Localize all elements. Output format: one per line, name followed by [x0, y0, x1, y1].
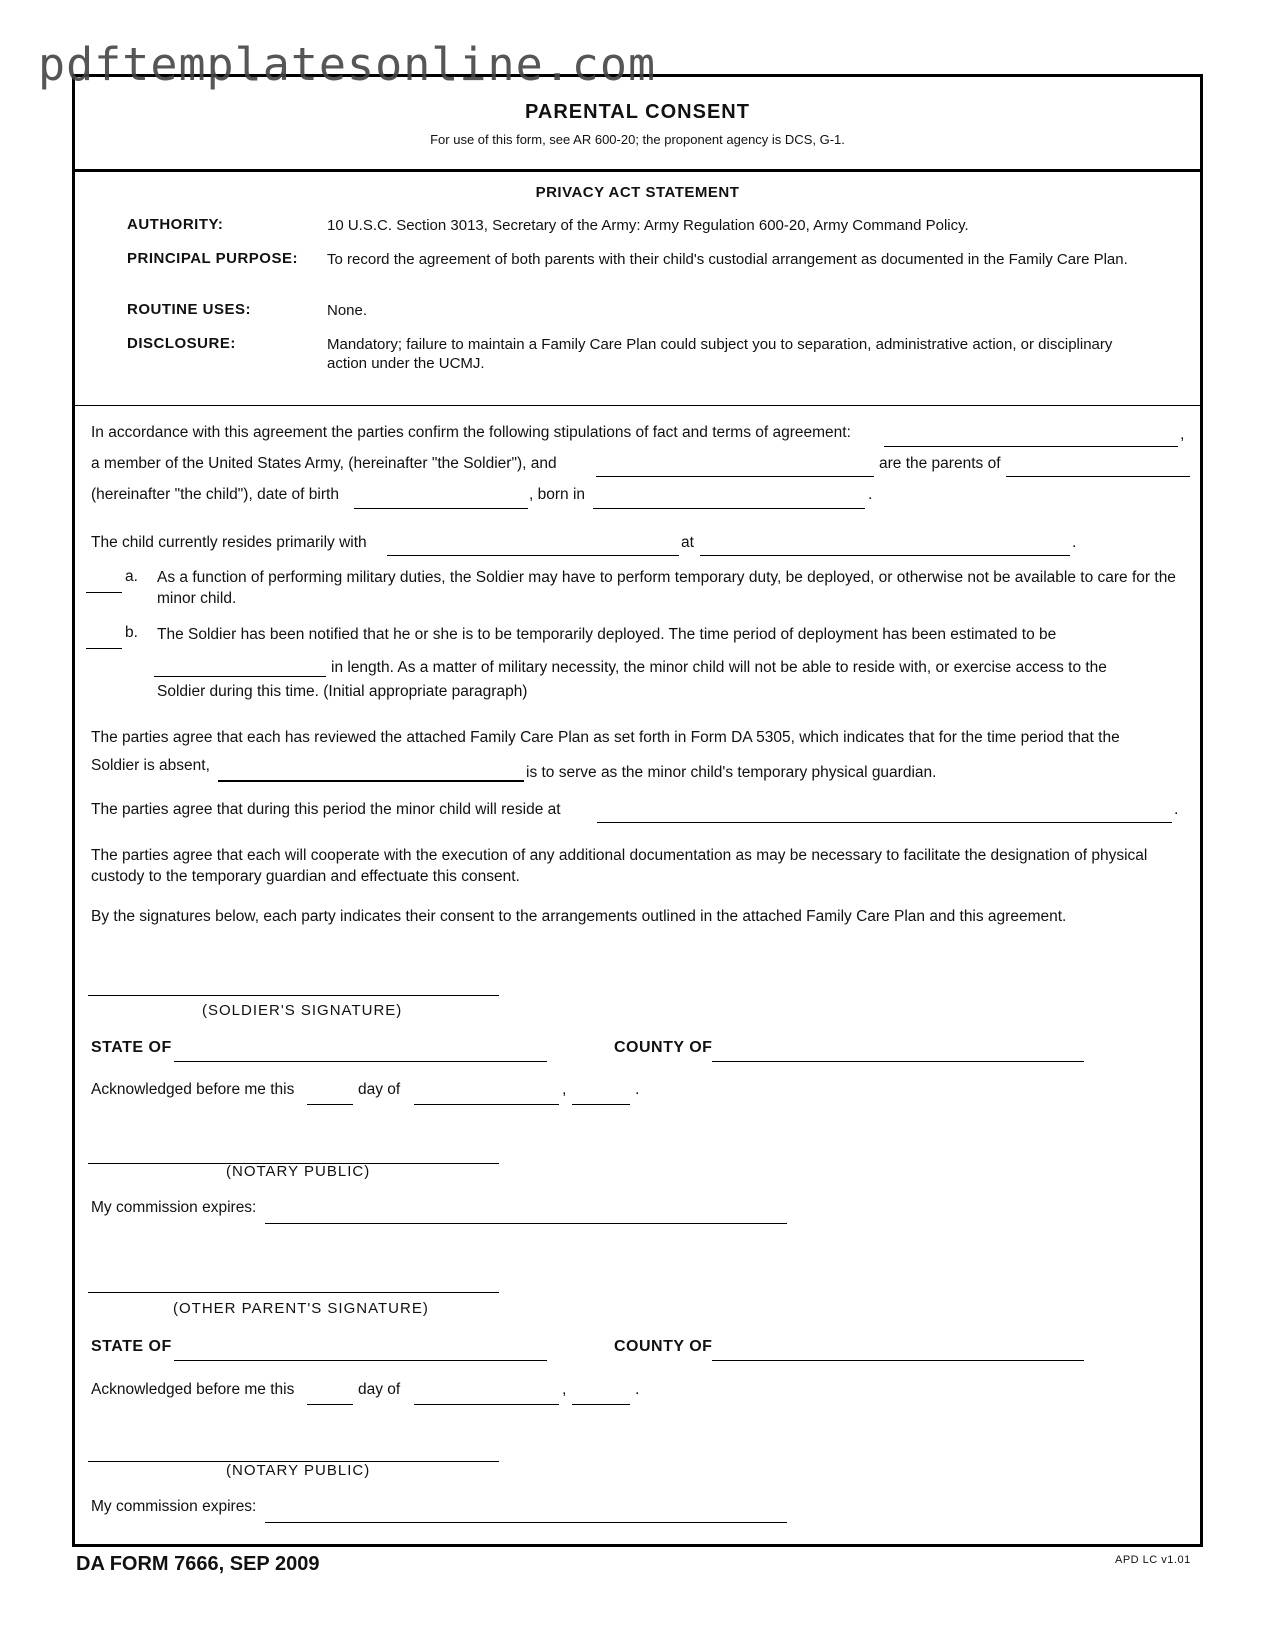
notary-signature-field[interactable]	[88, 1441, 499, 1462]
purpose-text: To record the agreement of both parents with their child's custodial arrangement as documented in the Family Care Plan.	[327, 251, 1128, 268]
form-header	[75, 77, 1200, 172]
child-dob-field[interactable]	[354, 488, 528, 509]
county-of-label: COUNTY OF	[614, 1039, 713, 1056]
item-b-length: in length. As a matter of military necessity, the minor child will not be able to reside with, or exercise access to the	[331, 659, 1107, 676]
disclosure-text: Mandatory; failure to maintain a Family Care Plan could subject you to separation, administrative action, or disciplinary action under the UCMJ.	[327, 336, 1113, 372]
reviewed-text: The parties agree that each has reviewed the attached Family Care Plan as set forth in Form DA 5305, which indicates that for the time period that the	[91, 729, 1120, 746]
other-parent-signature-label: (OTHER PARENT'S SIGNATURE)	[173, 1300, 429, 1317]
period: .	[1072, 534, 1077, 551]
birthplace-field[interactable]	[593, 488, 865, 509]
child-dob-text: (hereinafter "the child"), date of birth	[91, 486, 339, 503]
item-a-text: As a function of performing military duties, the Soldier may have to perform temporary duty, be deployed, or otherwise not be available to care for the minor child.	[157, 569, 1176, 607]
county-field[interactable]	[712, 1041, 1084, 1062]
period: .	[635, 1381, 640, 1398]
guardian-text: is to serve as the minor child's temporary physical guardian.	[526, 764, 937, 781]
acknowledged-text: Acknowledged before me this	[91, 1381, 295, 1398]
agreement-intro: In accordance with this agreement the parties confirm the following stipulations of fact and terms of agreement:	[91, 424, 851, 441]
reside-at-field[interactable]	[597, 802, 1172, 823]
member-text: a member of the United States Army, (hereinafter "the Soldier"), and	[91, 455, 557, 472]
reside-at-text: The parties agree that during this period the minor child will reside at	[91, 801, 561, 818]
privacy-act-statement	[75, 169, 1200, 406]
period: .	[635, 1081, 640, 1098]
purpose-label: PRINCIPAL PURPOSE:	[127, 250, 298, 267]
commission-field[interactable]	[265, 1203, 787, 1224]
initial-a-field[interactable]	[86, 572, 122, 593]
authority-label: AUTHORITY:	[127, 216, 224, 233]
item-a-letter: a.	[125, 568, 138, 585]
comma: ,	[562, 1381, 567, 1398]
parents-of-text: are the parents of	[879, 455, 1001, 472]
resides-at-field[interactable]	[700, 535, 1070, 556]
notary-signature-field[interactable]	[88, 1143, 499, 1164]
cooperate-text: The parties agree that each will cooperate with the execution of any additional documentation as may be necessary to facilitate the designation of physical custody to the temporary guardian and effectuate this consent.	[91, 847, 1148, 885]
commission-text: My commission expires:	[91, 1498, 257, 1515]
commission-field[interactable]	[265, 1502, 787, 1523]
period: .	[868, 486, 873, 503]
form-id: DA FORM 7666, SEP 2009	[76, 1553, 320, 1575]
initial-b-field[interactable]	[86, 628, 122, 649]
guardian-name-field[interactable]	[218, 760, 524, 782]
commission-text: My commission expires:	[91, 1199, 257, 1216]
watermark: pdftemplatesonline.com	[38, 38, 657, 91]
resides-with-field[interactable]	[387, 535, 679, 556]
soldier-absent-text: Soldier is absent,	[91, 757, 210, 774]
year-field[interactable]	[572, 1384, 630, 1405]
item-b-text: The Soldier has been notified that he or she is to be temporarily deployed. The time period of deployment has been estimated to be	[157, 626, 1057, 643]
privacy-title: PRIVACY ACT STATEMENT	[535, 184, 740, 201]
signatures-intro: By the signatures below, each party indicates their consent to the arrangements outlined in the attached Family Care Plan and this agreement.	[91, 908, 1067, 925]
state-field[interactable]	[174, 1041, 547, 1062]
year-field[interactable]	[572, 1084, 630, 1105]
comma: ,	[1180, 426, 1185, 443]
comma: ,	[562, 1081, 567, 1098]
deployment-length-field[interactable]	[154, 656, 326, 677]
month-field[interactable]	[414, 1084, 559, 1105]
born-in-text: , born in	[529, 486, 586, 503]
soldier-signature-label: (SOLDIER'S SIGNATURE)	[202, 1002, 403, 1019]
month-field[interactable]	[414, 1384, 559, 1405]
county-field[interactable]	[712, 1340, 1084, 1361]
form-title: PARENTAL CONSENT	[525, 101, 750, 123]
state-of-label: STATE OF	[91, 1338, 172, 1355]
notary-label: (NOTARY PUBLIC)	[226, 1462, 371, 1479]
soldier-name-field[interactable]	[884, 426, 1178, 447]
item-b-cont: Soldier during this time. (Initial appropriate paragraph)	[157, 683, 528, 700]
day-field[interactable]	[307, 1384, 353, 1405]
at-text: at	[681, 534, 694, 551]
resides-with-text: The child currently resides primarily with	[91, 534, 367, 551]
period: .	[1174, 801, 1179, 818]
day-field[interactable]	[307, 1084, 353, 1105]
form-version: APD LC v1.01	[1115, 1554, 1191, 1566]
routine-uses-label: ROUTINE USES:	[127, 301, 252, 318]
item-b-letter: b.	[125, 624, 138, 641]
state-of-label: STATE OF	[91, 1039, 172, 1056]
soldier-signature-field[interactable]	[88, 975, 499, 996]
child-name-field[interactable]	[1006, 456, 1190, 477]
acknowledged-text: Acknowledged before me this	[91, 1081, 295, 1098]
day-of-text: day of	[358, 1381, 401, 1398]
disclosure-label: DISCLOSURE:	[127, 335, 236, 352]
authority-text: 10 U.S.C. Section 3013, Secretary of the Army: Army Regulation 600-20, Army Command Policy.	[327, 217, 969, 234]
form-subtitle: For use of this form, see AR 600-20; the proponent agency is DCS, G-1.	[430, 132, 845, 147]
routine-uses-text: None.	[327, 302, 368, 319]
other-parent-name-field[interactable]	[596, 456, 874, 477]
county-of-label: COUNTY OF	[614, 1338, 713, 1355]
state-field[interactable]	[174, 1340, 547, 1361]
other-parent-signature-field[interactable]	[88, 1272, 499, 1293]
day-of-text: day of	[358, 1081, 401, 1098]
notary-label: (NOTARY PUBLIC)	[226, 1163, 371, 1180]
